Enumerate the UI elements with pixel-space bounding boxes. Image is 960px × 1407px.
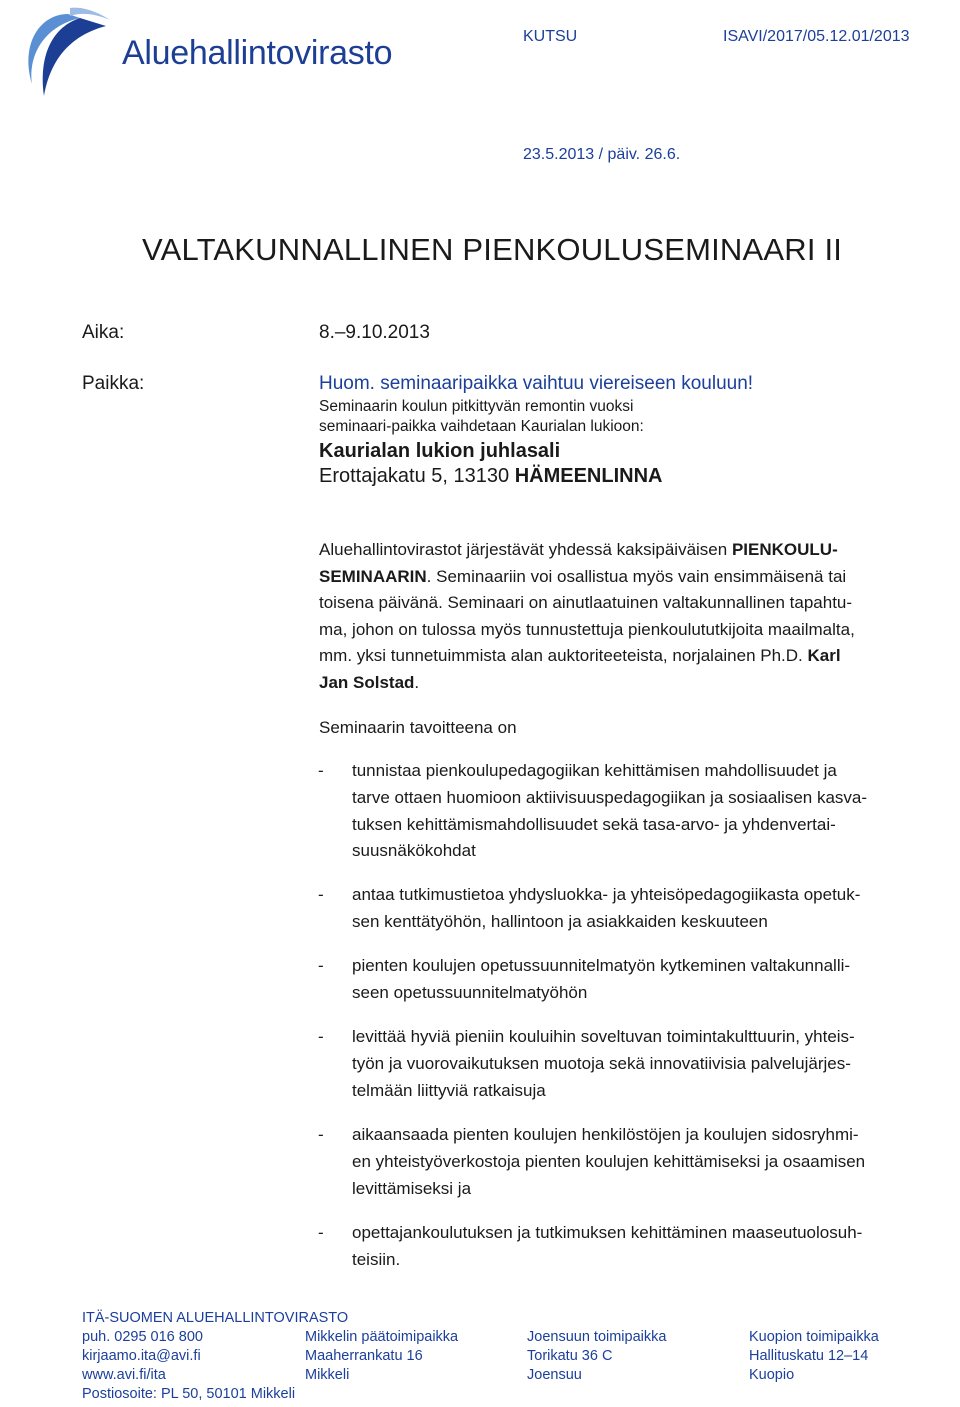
bullet-dash: - [318,885,324,904]
time-label: Aika: [82,322,125,343]
goal-line: en yhteistyöverkostoja pienten koulujen kehittämiseksi ja osaamisen [352,1151,866,1171]
footer-office-kuopio [749,1328,879,1385]
intro-text: . [414,672,420,692]
footer-office-street: Maaherrankatu 16 [305,1348,423,1364]
goal-line: levittää hyviä pieniin kouluihin soveltuvan toimintakulttuurin, yhteis- [352,1027,855,1046]
footer-office-name: Kuopion toimipaikka [749,1329,879,1345]
footer-office-city: Mikkeli [305,1367,350,1383]
goal-line: aikaansaada pienten koulujen henkilöstöjen ja koulujen sidosryhmi- [352,1125,859,1144]
goal-line: tunnistaa pienkoulupedagogiikan kehittämisen mahdollisuudet ja [352,761,837,780]
agency-logo [10,4,393,104]
intro-text: toisena päivänä. Seminaari on ainutlaatuinen valtakunnallinen tapahtu- [319,593,853,612]
intro-paragraph [319,537,959,696]
footer-office-street: Torikatu 36 C [527,1348,613,1364]
goal-line: suusnäkökohdat [352,841,476,861]
venue-city: HÄMEENLINNA [514,465,663,487]
goal-item [318,882,958,936]
footer-website[interactable]: www.avi.fi/ita [82,1367,166,1383]
intro-text: ma, johon on tulossa myös tunnustettuja pienkoulututkijoita maailmalta, [319,619,855,639]
footer-office-city: Kuopio [749,1367,795,1383]
goals-heading: Seminaarin tavoitteena on [319,718,517,737]
intro-bold: SEMINAARIN [319,566,427,586]
venue-street: Erottajakatu 5, 13130 [319,465,515,487]
bullet-dash: - [318,1125,324,1144]
footer-office-street: Hallituskatu 12–14 [749,1348,869,1364]
place-change-notice: Huom. seminaaripaikka vaihtuu viereiseen kouluun! [319,373,754,394]
goal-line: tuksen kehittämismahdollisuudet sekä tasa-arvo- ja yhdenvertai- [352,814,836,834]
document-type: KUTSU [523,28,578,45]
page-title: VALTAKUNNALLINEN PIENKOULUSEMINAARI II [142,232,843,267]
bullet-dash: - [318,956,324,975]
footer-email[interactable]: kirjaamo.ita@avi.fi [82,1348,201,1364]
footer-office-name: Joensuun toimipaikka [527,1329,667,1345]
venue-address [319,465,662,488]
goal-line: sen kenttätyöhön, hallintoon ja asiakkaiden keskuuteen [352,911,768,931]
place-label: Paikka: [82,373,145,394]
goal-line: seen opetussuunnitelmatyöhön [352,982,588,1002]
time-value: 8.–9.10.2013 [319,322,430,343]
goal-item [318,1024,958,1104]
footer-office-city: Joensuu [527,1367,582,1383]
intro-text: Aluehallintovirastot järjestävät yhdessä kaksipäiväisen [319,540,732,559]
goal-line: antaa tutkimustietoa yhdysluokka- ja yhteisöpedagogiikasta opetuk- [352,885,861,904]
footer-contact [82,1328,295,1404]
goal-line: työn ja vuorovaikutuksen muotoja sekä innovatiivisia palvelujärjes- [352,1053,851,1073]
bullet-dash: - [318,761,324,780]
goal-item [318,758,958,865]
goal-item [318,953,958,1007]
goal-line: opettajankoulutuksen ja tutkimuksen kehittäminen maaseutuolosuh- [352,1223,863,1242]
bullet-dash: - [318,1027,324,1046]
goal-line: levittämiseksi ja [352,1178,472,1198]
intro-text: mm. yksi tunnetuimmista alan auktoriteeteista, norjalainen Ph.D. [319,646,808,665]
swoosh-logo-icon [10,4,120,104]
goal-line: telmään liittyviä ratkaisuja [352,1080,546,1100]
goal-line: teisiin. [352,1249,401,1269]
footer-office-mikkeli [305,1328,458,1385]
footer-phone: puh. 0295 016 800 [82,1329,203,1345]
footer-office-name: Mikkelin päätoimipaikka [305,1329,459,1345]
footer-organization: ITÄ-SUOMEN ALUEHALLINTOVIRASTO [82,1310,349,1326]
place-note [319,397,644,437]
document-date: 23.5.2013 / päiv. 26.6. [523,146,681,163]
place-note-line: seminaari-paikka vaihdetaan Kaurialan lukioon: [319,418,644,435]
footer-postal-address: Postiosoite: PL 50, 50101 Mikkeli [82,1386,296,1402]
reference-number: ISAVI/2017/05.12.01/2013 [723,28,910,45]
intro-text: . Seminaariin voi osallistua myös vain ensimmäisenä tai [426,566,847,586]
intro-bold: Jan Solstad [319,672,415,692]
intro-bold: Karl [807,646,841,665]
footer-office-joensuu [527,1328,666,1385]
goal-item [318,1122,958,1202]
goal-line: tarve ottaen huomioon aktiivisuuspedagogiikan ja sosiaalisen kasva- [352,787,868,807]
goal-item [318,1220,958,1274]
bullet-dash: - [318,1223,324,1242]
logo-wordmark: Aluehallintovirasto [122,34,393,72]
venue-name: Kaurialan lukion juhlasali [319,440,561,462]
goal-line: pienten koulujen opetussuunnitelmatyön kytkeminen valtakunnalli- [352,956,851,975]
intro-bold: PIENKOULU- [731,540,838,559]
place-note-line: Seminaarin koulun pitkittyvän remontin vuoksi [319,398,634,415]
